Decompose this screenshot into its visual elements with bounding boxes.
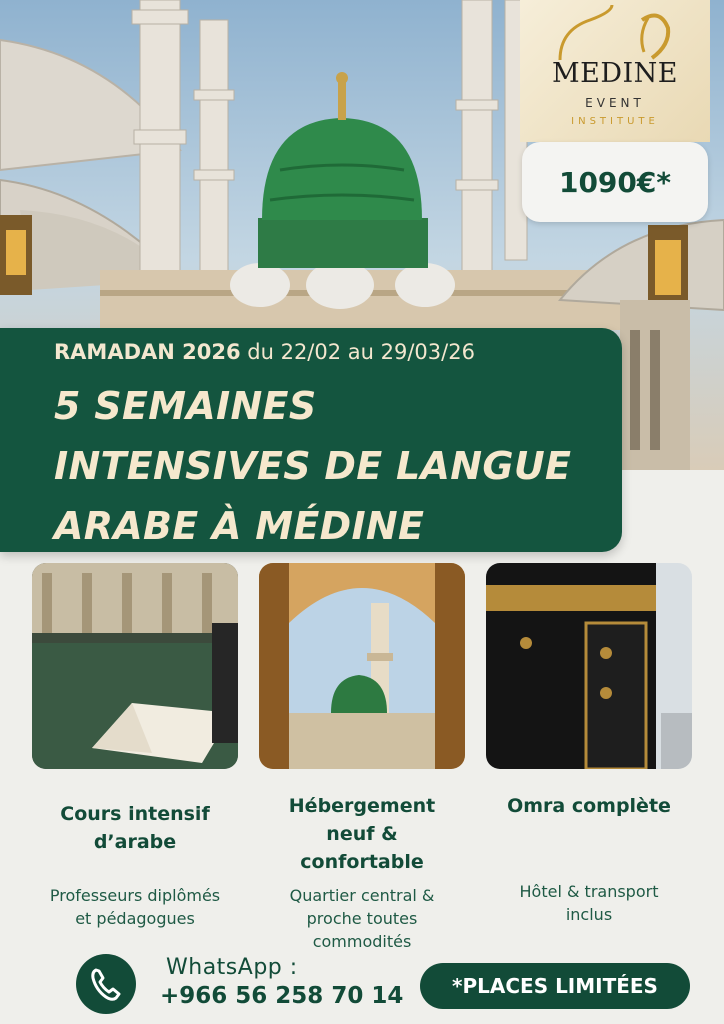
date-line	[54, 340, 475, 364]
feature-desc-course	[25, 884, 245, 930]
feature-desc-line: commodités	[312, 932, 412, 951]
kaaba-photo-illustration	[486, 563, 692, 769]
feature-title-line: Hébergement	[288, 795, 436, 817]
feature-desc-line: inclus	[565, 905, 613, 924]
feature-title-omra	[479, 792, 699, 820]
whatsapp-phone-number[interactable]: +966 56 258 70 14	[160, 983, 404, 1009]
main-title-line: INTENSIVES DE LANGUE	[54, 444, 572, 488]
feature-title-line: Omra complète	[507, 795, 671, 817]
feature-desc-omra	[479, 880, 699, 926]
logo-sub-text: EVENT	[585, 96, 645, 110]
feature-title-line: Cours intensif	[60, 803, 210, 825]
feature-desc-line: Professeurs diplômés	[49, 886, 221, 905]
mosque-arch-photo-illustration	[259, 563, 465, 769]
photo-kaaba	[486, 563, 692, 769]
date-line-bold: RAMADAN 2026	[54, 340, 241, 364]
feature-title-line: confortable	[300, 851, 424, 873]
feature-desc-line: Hôtel & transport	[519, 882, 659, 901]
quran-photo-illustration	[32, 563, 238, 769]
feature-desc-line: et pédagogues	[75, 909, 195, 928]
feature-title-line: d’arabe	[93, 831, 177, 853]
main-title-line: ARABE À MÉDINE	[54, 504, 425, 548]
limited-places-badge: *PLACES LIMITÉES	[420, 963, 690, 1009]
logo-card	[520, 0, 710, 142]
main-title-line: 5 SEMAINES	[54, 384, 317, 428]
photo-quran	[32, 563, 238, 769]
feature-desc-line: proche toutes	[306, 909, 418, 928]
date-line-rest: du 22/02 au 29/03/26	[240, 340, 475, 364]
feature-title-line: neuf &	[326, 823, 398, 845]
feature-desc-housing	[252, 884, 472, 953]
logo-main-text: MEDINE	[551, 58, 678, 89]
title-banner	[0, 328, 622, 552]
feature-desc-line: Quartier central &	[289, 886, 435, 905]
logo-institute-text: INSTITUTE	[571, 116, 659, 127]
feature-title-housing	[252, 792, 472, 876]
photo-mosque-arch	[259, 563, 465, 769]
main-title	[54, 376, 614, 556]
whatsapp-label: WhatsApp :	[166, 955, 298, 980]
phone-icon	[76, 954, 136, 1014]
price-badge: 1090€*	[522, 142, 708, 222]
phone-button[interactable]	[76, 954, 136, 1014]
feature-title-course	[25, 800, 245, 856]
